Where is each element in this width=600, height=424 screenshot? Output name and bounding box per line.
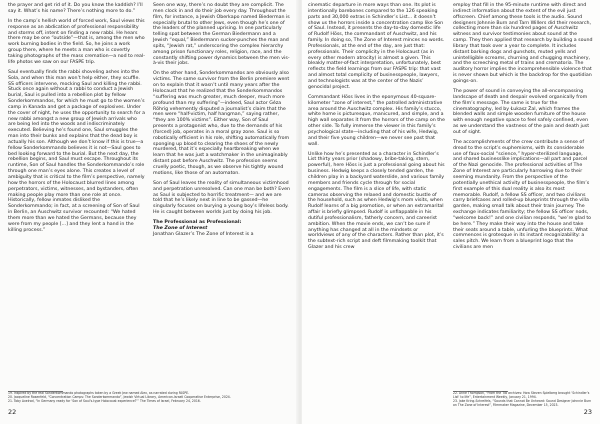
footnote: 20. Jacqueline Rosenfeld, “Concentration Camps: The Sonderkommando”, Jewish Virtual Library, American-Israeli Cooperative Enterprise, 2024. [8,394,231,399]
paragraph: Saul eventually finds the rabbi shoveling ashes into the Sola, and when this man won’t help either, they scuffle. SS officers intervene, mocking Saul and killing the rabbi. Stuck once again without a rabbi to conduct a Jewish burial, Saul is pulled into a rebellion plot by fellow Sonderkommandos, for which he must go to the women’s camp in Kanada and get a package of explosives. Under the cover of night, he uses the opportunity to search for a new rabbi amongst a new group of Jewish arrivals who are being led into the woods and indiscriminately executed. Believing he’s found one, Saul smuggles the man into their bunks and explains that the dead boy is actually his son. Although we don’t know if this is true—a fellow Sonderkommando believes it is not—Saul goes to bed looking forward to the burial. But the next day, the rebellion begins, and Saul must escape. Throughout its runtime, Son of Saul handles the Sonderkommando’s role through one man’s eyes alone. This creates a level of ambiguity that is critical to the film’s perspective, namely how the horrors of the Holocaust blurred lines among perpetrators, victims, witnesses, and bystanders, often making people play more than one role at once. Historically, fellow inmates disliked the Sonderkommando; in fact, at a screening of Son of Saul in Berlin, an Auschwitz survivor recounted: “We hated them more than we hated the Germans, because they were from my people [...] and they lent a hand in the killing process.” [8,69,146,233]
paragraph: Jonathan Glazer’s The Zone of Interest is a [153,231,254,237]
footnote: 19. Inspired by the real Sonderkommando photographs taken by a Greek Jew named Alex, as narrated during FASPE. [8,391,190,395]
paragraph: Commandant Höss lives in the eponymous 40-square-kilometer “zone of interest,” the patrolled administrative area around the Auschwitz complex. His family’s stucco, white home is picturesque, manicured, and simple, and a high wall separates it from the horrors of the camp on the other side. To fully immerse the viewer in this family’s psychological state—including that of his wife, Hedwig, and their five young children—we never see past that wall. [308,94,445,147]
paragraph: Unlike how he’s presented as a character in Schindler’s List thirty years prior (shadowy, bribe-taking, stern, powerful), here Höss is just a professional going about his business. Hedwig keeps a closely tended garden, the children play in a backyard waterslide, and various family members and friends cycle through for social engagements. The film is a slice of life, with static cameras observing the relaxed and domestic bustle of the household, such as when Hedwig’s mom visits, when Rudolf learns of a big promotion, or when an extramarital affair is briefly glimpsed. Rudolf is unflappable in his dutiful professionalism, fatherly concern, and careerist ambition. When the movie ends, we can’t be sure if anything has changed at all in the mindsets or worldviews of any of the characters. Rather than plot, it’s the subtext-rich script and deft filmmaking toolkit that Glazer and his crew [308,151,445,251]
left-page-column-2 [153,3,290,238]
footnote: 22. Anne Thompson, “From the TIB archives: How Steven Spielberg brought ‘Schindler’s List’ to life”, Entertainment Weekly, January 21, 1994. [453,391,590,399]
paragraph: On the other hand, Sonderkommandos are obviously also victims. The same survivor from the Berlin premiere went on to explain that it wasn’t until many years after the Holocaust that he realized that the Sonderkommandos “suffering was much greater, much deeper, much more profound than my suffering”—indeed, Saul actor Géza Röhrig vehemently disputed a journalist’s claim that the men were “half-victim, half hangman,” saying rather, “they are 100% victims”. Either way, Son of Saul presents a protagonist who, due to the demands of his (forced) job, operates in a moral gray zone. Saul is so robotically efficient in his role, shifting automatically from sponging up blood to clearing the shoes of the newly murdered, that it’s especially heartbreaking when we learn that he was just a watchmaker in the unimaginably distant past before Auschwitz. The profession seems cruelly poetic, though, as we observe his tightly wound motions, like those of an automaton. [153,71,290,176]
paragraph: Seen one way, there’s no doubt they are complicit. The men clock in and do their job every day. Throughout the film, for instance, a Jewish Oberkapo named Biederman is especially brutal to other Jews, even though he’s one of the leaders of the planned uprising. In one particularly telling spat between the German Biedermann and a Jewish “equal,” Biedermann sucker-punches the man and spits, “Jewish rat,” underscoring the complex hierarchy among prison functionary roles, religion, race, and the constantly shifting power dynamics between the men vis-à-vis their jobs. [153,3,290,67]
section-heading: The Professional as Professional: [153,220,242,226]
paragraph: The power of sound in conveying the all-encompassing landscape of death and despair evolved organically from the film’s message. The same is true for the cinematography, led by Łukasz Żal, which frames the blended walls and simple wooden furniture of the house with enough negative space to feel safely confined, even as we understand the vastness of the pain and death just out of sight. [453,89,590,135]
paragraph: cinematic departure in more ways than one. Its plot is intentionally barebones compared to the 126 speaking parts and 30,000 extras in Schindler’s List... it doesn’t show us the horrors inside a concentration camp like Son of Saul. Instead, it presents the day-to-day domestic life of Rudolf Höss, the commandant of Auschwitz, and his family. In doing so, The Zone of Interest minces no words. Professionals, at the end of the day, are just that: professionals. Their complicity in the Holocaust (as in every other modern atrocity) is almost a given. This bleakly matter-of-fact interpretation, unfortunately, best reflects the field learnings from our FASPE trip: that vast and almost total complicity of businesspeople, lawyers, and technologists was at the center of the Nazis’ genocidal project. [308,3,445,90]
right-page-column-2 [453,3,593,251]
right-page-column-1 [308,3,445,251]
paragraph: Son of Saul leaves the reality of simultaneous victimhood and perpetration unresolved. Can one man be both? Even as Saul is subjected to horrific treatment— and we are told that he’s likely next in line to be gassed—he singularly focuses on burying a young boy’s lifeless body. He is caught between worlds just by doing his job. [153,180,290,216]
footnote: 23. Jake Kring-Schreifels, “Sounds that Cannot Be Unheard: Sound Designer Johnnie Burn on The Zone of Interest”, Filmmaker Magazine, December 15, 2023. [453,398,592,407]
left-page-footnotes [8,392,290,404]
right-page [302,0,600,424]
page-number: 23 [583,408,592,416]
paragraph: The accomplishments of the crew contribute a sense of dread to the script’s euphemisms, with its considerable use of faux-social “science,” hyper-sterilized language, and shared businesslike implications—all part and parcel of the Nazi genocide. The professional activities of The Zone of Interest are particularly harrowing due to their seeming mundanity. From the perspective of the potentially unethical activity of businesspeople, the film’s first example of this dual reality is also its most memorable. Rudolf, a fellow SS officer, and two civilians carry briefcases and rolled-up blueprints through the villa garden, making small talk about their train journey. The exchange indicates familiarity; the fellow SS officer nods, “welcome back!” and one civilian responds, “we’re glad to be here.” They make their way into the house and take their seats around a table, unfurling the blueprints. What commences is grotesque in its instant recognizability: a sales pitch. We learn from a blueprint logo that the civilians are men [453,139,592,251]
page-number: 22 [8,408,17,416]
footnote: 21. Toby Axelrod, “In Germany ready for ‘Son of Saul’s-type Holocaust experience?’” The Times of Israel, February 24, 2016. [8,398,201,403]
paragraph: employ that fill in the 95-minute runtime with direct and indirect information about the extent of the evil just offscreen. Chief among these tools is the audio. Sound designers Johnnie Burn and Tarn Willers did their research, collecting more than six hundred pages of Auschwitz witness and survivor testimonies about sound at the camp. They then applied that research by building a sound library that took over a year to complete. It includes distant barking dogs and gunshots, muted yells and unintelligible screams, churning and chugging machinery, and the screeching metal of trains and crematoria. The auditory horror implies the incomprehensible violence that is never shown but which is the backdrop for the quotidian goings-on. [453,3,593,84]
left-page-column-1 [8,3,145,233]
right-page-footnotes [453,392,593,408]
paragraph: the prayer and get rid of it. Do you know the kaddish? I’ll say it. What’s his name? There’s nothing more to do.” [8,3,143,14]
left-page [0,0,298,424]
section-heading-title: The Zone of Interest [153,225,208,231]
paragraph: In the camp’s hellish world of forced work, Saul views this response as an abdication of professional responsibility and storms off, intent on finding a new rabbi. He hears there may be one “outside”—that is, among the men who work burning bodies in the field. So, he joins a work group there, where he meets a man who is covertly taking photographs of the mass cremation—a nod to real-life photos we saw on our FASPE trip. [8,18,145,65]
